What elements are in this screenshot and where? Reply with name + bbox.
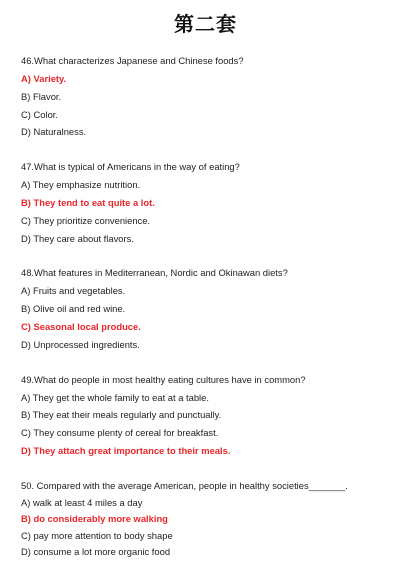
option-c: C) Color. (21, 108, 58, 120)
option-b-correct-answer: B) They tend to eat quite a lot. (21, 196, 155, 208)
option-b: B) Flavor. (21, 90, 62, 102)
question-46 (21, 54, 406, 143)
question-list (21, 54, 406, 579)
option-d: D) Naturalness. (21, 126, 87, 138)
option-c: C) They consume plenty of cereal for breakfast. (21, 427, 219, 439)
option-b: B) Olive oil and red wine. (21, 303, 126, 315)
option-a: A) walk at least 4 miles a day (21, 496, 143, 508)
question-stem: 50. Compared with the average American, people in healthy societies_______. (21, 479, 348, 491)
question-stem: 49.What do people in most healthy eating cultures have in common? (21, 373, 306, 385)
option-c-correct-answer: C) Seasonal local produce. (21, 320, 141, 332)
option-a: A) Fruits and vegetables. (21, 285, 126, 297)
page-title: 第二套 (174, 12, 237, 36)
option-d: D) They care about flavors. (21, 232, 134, 244)
question-stem: 46.What characterizes Japanese and Chinese foods? (21, 55, 244, 66)
option-b-correct-answer: B) do considerably more walking (21, 513, 168, 525)
question-48 (21, 266, 406, 355)
option-c: C) They prioritize convenience. (21, 214, 151, 226)
option-a: A) They emphasize nutrition. (21, 179, 141, 191)
option-d: D) consume a lot more organic food (21, 546, 171, 558)
option-d: D) Unprocessed ingredients. (21, 338, 140, 350)
option-d-correct-answer: D) They attach great importance to their meals. (21, 444, 231, 456)
question-50 (21, 479, 406, 562)
option-a-correct-answer: A) Variety. (21, 73, 67, 84)
option-b: B) They eat their meals regularly and punctually. (21, 409, 222, 421)
question-stem: 47.What is typical of Americans in the way of eating? (21, 161, 240, 173)
question-stem: 48.What features in Mediterranean, Nordic and Okinawan diets? (21, 267, 288, 279)
option-a: A) They get the whole family to eat at a table. (21, 391, 209, 403)
question-47 (21, 160, 406, 249)
option-c: C) pay more attention to body shape (21, 529, 173, 541)
question-49 (21, 373, 406, 462)
